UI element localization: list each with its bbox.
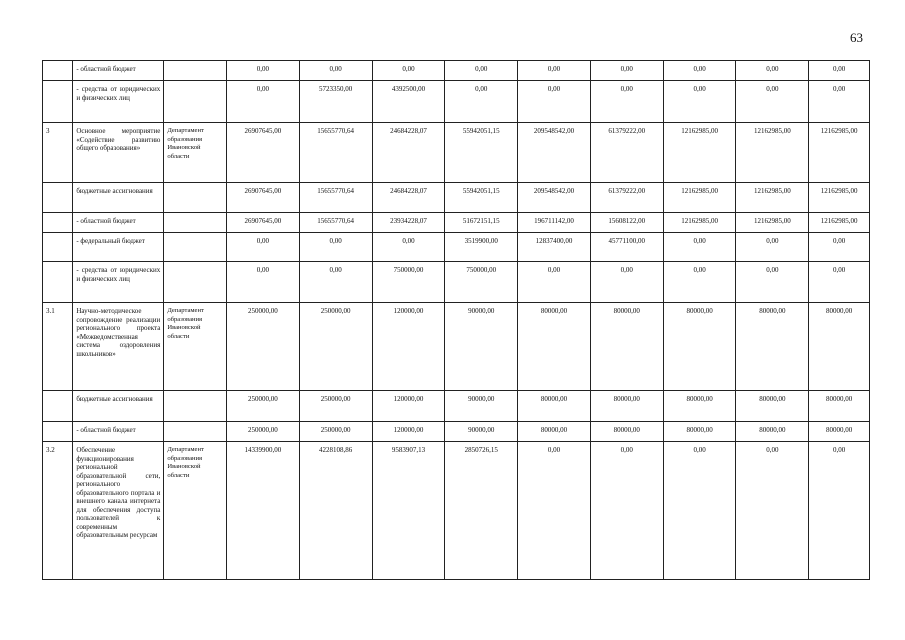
value-cell: 12162985,00 xyxy=(809,213,870,233)
table-row xyxy=(43,183,870,213)
value-cell: 61379222,00 xyxy=(590,183,663,213)
value-cell: 12162985,00 xyxy=(809,183,870,213)
row-name-cell: - областной бюджет xyxy=(73,213,164,233)
row-organization-cell: Департамент образования Ивановской области xyxy=(164,303,227,391)
row-index-cell xyxy=(43,183,73,213)
value-cell: 4228108,86 xyxy=(299,442,372,580)
value-cell: 80000,00 xyxy=(809,303,870,391)
row-name-cell: Основное мероприятие «Содействие развитию общего образования» xyxy=(73,123,164,183)
row-index-cell xyxy=(43,233,73,262)
value-cell: 0,00 xyxy=(445,61,518,81)
value-cell: 9583907,13 xyxy=(372,442,445,580)
row-organization-cell xyxy=(164,213,227,233)
value-cell: 80000,00 xyxy=(518,303,591,391)
value-cell: 209548542,00 xyxy=(518,123,591,183)
value-cell: 2850726,15 xyxy=(445,442,518,580)
value-cell: 55942051,15 xyxy=(445,123,518,183)
value-cell: 90000,00 xyxy=(445,303,518,391)
value-cell: 80000,00 xyxy=(663,391,736,422)
value-cell: 0,00 xyxy=(809,442,870,580)
value-cell: 0,00 xyxy=(736,233,809,262)
value-cell: 250000,00 xyxy=(299,422,372,442)
value-cell: 80000,00 xyxy=(590,303,663,391)
value-cell: 80000,00 xyxy=(736,422,809,442)
value-cell: 12162985,00 xyxy=(736,213,809,233)
value-cell: 0,00 xyxy=(736,61,809,81)
value-cell: 90000,00 xyxy=(445,391,518,422)
value-cell: 120000,00 xyxy=(372,303,445,391)
value-cell: 0,00 xyxy=(518,442,591,580)
value-cell: 250000,00 xyxy=(299,303,372,391)
value-cell: 80000,00 xyxy=(809,391,870,422)
value-cell: 12162985,00 xyxy=(809,123,870,183)
value-cell: 196711142,00 xyxy=(518,213,591,233)
value-cell: 80000,00 xyxy=(590,391,663,422)
value-cell: 80000,00 xyxy=(809,422,870,442)
row-organization-cell xyxy=(164,422,227,442)
value-cell: 0,00 xyxy=(590,442,663,580)
table-row xyxy=(43,233,870,262)
table-row xyxy=(43,442,870,580)
value-cell: 0,00 xyxy=(663,61,736,81)
row-organization-cell: Департамент образования Ивановской области xyxy=(164,442,227,580)
value-cell: 4392500,00 xyxy=(372,81,445,123)
row-organization-cell xyxy=(164,262,227,303)
value-cell: 0,00 xyxy=(663,262,736,303)
table-row xyxy=(43,81,870,123)
value-cell: 12162985,00 xyxy=(663,183,736,213)
value-cell: 0,00 xyxy=(226,262,299,303)
value-cell: 250000,00 xyxy=(226,391,299,422)
value-cell: 0,00 xyxy=(736,81,809,123)
row-organization-cell xyxy=(164,81,227,123)
row-organization-cell xyxy=(164,391,227,422)
value-cell: 0,00 xyxy=(663,233,736,262)
row-name-cell: бюджетные ассигнования xyxy=(73,391,164,422)
row-index-cell xyxy=(43,81,73,123)
row-organization-cell xyxy=(164,233,227,262)
value-cell: 0,00 xyxy=(809,61,870,81)
value-cell: 0,00 xyxy=(590,61,663,81)
value-cell: 24684228,07 xyxy=(372,183,445,213)
row-index-cell xyxy=(43,213,73,233)
row-index-cell: 3 xyxy=(43,123,73,183)
value-cell: 45771100,00 xyxy=(590,233,663,262)
value-cell: 0,00 xyxy=(518,81,591,123)
value-cell: 80000,00 xyxy=(518,391,591,422)
row-name-cell: бюджетные ассигнования xyxy=(73,183,164,213)
row-name-cell: Научно-методическое сопровождение реализации регионального проекта «Межведомственная система оздоровления школьников» xyxy=(73,303,164,391)
value-cell: 80000,00 xyxy=(663,303,736,391)
value-cell: 0,00 xyxy=(226,61,299,81)
value-cell: 0,00 xyxy=(590,81,663,123)
value-cell: 80000,00 xyxy=(590,422,663,442)
value-cell: 0,00 xyxy=(445,81,518,123)
value-cell: 0,00 xyxy=(226,233,299,262)
value-cell: 0,00 xyxy=(372,233,445,262)
row-index-cell xyxy=(43,262,73,303)
value-cell: 12162985,00 xyxy=(663,213,736,233)
value-cell: 12837400,00 xyxy=(518,233,591,262)
value-cell: 0,00 xyxy=(663,81,736,123)
table-row xyxy=(43,123,870,183)
value-cell: 90000,00 xyxy=(445,422,518,442)
row-index-cell: 3.1 xyxy=(43,303,73,391)
table-row xyxy=(43,303,870,391)
value-cell: 12162985,00 xyxy=(663,123,736,183)
value-cell: 250000,00 xyxy=(299,391,372,422)
value-cell: 0,00 xyxy=(809,262,870,303)
value-cell: 750000,00 xyxy=(372,262,445,303)
value-cell: 0,00 xyxy=(663,442,736,580)
value-cell: 0,00 xyxy=(299,61,372,81)
row-organization-cell: Департамент образования Ивановской области xyxy=(164,123,227,183)
row-name-cell: - средства от юридических и физических лиц xyxy=(73,262,164,303)
value-cell: 120000,00 xyxy=(372,391,445,422)
value-cell: 15655770,64 xyxy=(299,123,372,183)
value-cell: 51672151,15 xyxy=(445,213,518,233)
value-cell: 12162985,00 xyxy=(736,123,809,183)
value-cell: 15655770,64 xyxy=(299,183,372,213)
value-cell: 61379222,00 xyxy=(590,123,663,183)
value-cell: 0,00 xyxy=(518,61,591,81)
row-organization-cell xyxy=(164,61,227,81)
value-cell: 80000,00 xyxy=(736,303,809,391)
value-cell: 15608122,00 xyxy=(590,213,663,233)
row-name-cell: - федеральный бюджет xyxy=(73,233,164,262)
value-cell: 12162985,00 xyxy=(736,183,809,213)
value-cell: 0,00 xyxy=(518,262,591,303)
value-cell: 24684228,07 xyxy=(372,123,445,183)
row-index-cell: 3.2 xyxy=(43,442,73,580)
table-row xyxy=(43,391,870,422)
table-row xyxy=(43,262,870,303)
value-cell: 14339900,00 xyxy=(226,442,299,580)
table-row xyxy=(43,422,870,442)
table-row xyxy=(43,213,870,233)
value-cell: 0,00 xyxy=(809,233,870,262)
value-cell: 23934228,07 xyxy=(372,213,445,233)
row-index-cell xyxy=(43,422,73,442)
page-number: 63 xyxy=(850,30,863,45)
value-cell: 3519900,00 xyxy=(445,233,518,262)
row-name-cell: - средства от юридических и физических лиц xyxy=(73,81,164,123)
row-index-cell xyxy=(43,61,73,81)
row-name-cell: - областной бюджет xyxy=(73,422,164,442)
row-name-cell: Обеспечение функционирования региональной образовательной сети, регионального образовательного портала и внешнего канала интернета для обеспечения доступа пользователей к современным образовательным ресурсам xyxy=(73,442,164,580)
value-cell: 0,00 xyxy=(736,442,809,580)
value-cell: 15655770,64 xyxy=(299,213,372,233)
value-cell: 0,00 xyxy=(299,262,372,303)
row-index-cell xyxy=(43,391,73,422)
value-cell: 209548542,00 xyxy=(518,183,591,213)
row-name-cell: - областной бюджет xyxy=(73,61,164,81)
value-cell: 0,00 xyxy=(226,81,299,123)
table-row xyxy=(43,61,870,81)
value-cell: 26907645,00 xyxy=(226,213,299,233)
value-cell: 26907645,00 xyxy=(226,183,299,213)
value-cell: 80000,00 xyxy=(663,422,736,442)
value-cell: 250000,00 xyxy=(226,422,299,442)
budget-table xyxy=(42,60,870,580)
value-cell: 80000,00 xyxy=(736,391,809,422)
value-cell: 750000,00 xyxy=(445,262,518,303)
value-cell: 120000,00 xyxy=(372,422,445,442)
value-cell: 0,00 xyxy=(736,262,809,303)
value-cell: 0,00 xyxy=(809,81,870,123)
value-cell: 5723350,00 xyxy=(299,81,372,123)
row-organization-cell xyxy=(164,183,227,213)
value-cell: 80000,00 xyxy=(518,422,591,442)
value-cell: 0,00 xyxy=(372,61,445,81)
value-cell: 250000,00 xyxy=(226,303,299,391)
value-cell: 55942051,15 xyxy=(445,183,518,213)
value-cell: 0,00 xyxy=(299,233,372,262)
value-cell: 26907645,00 xyxy=(226,123,299,183)
value-cell: 0,00 xyxy=(590,262,663,303)
